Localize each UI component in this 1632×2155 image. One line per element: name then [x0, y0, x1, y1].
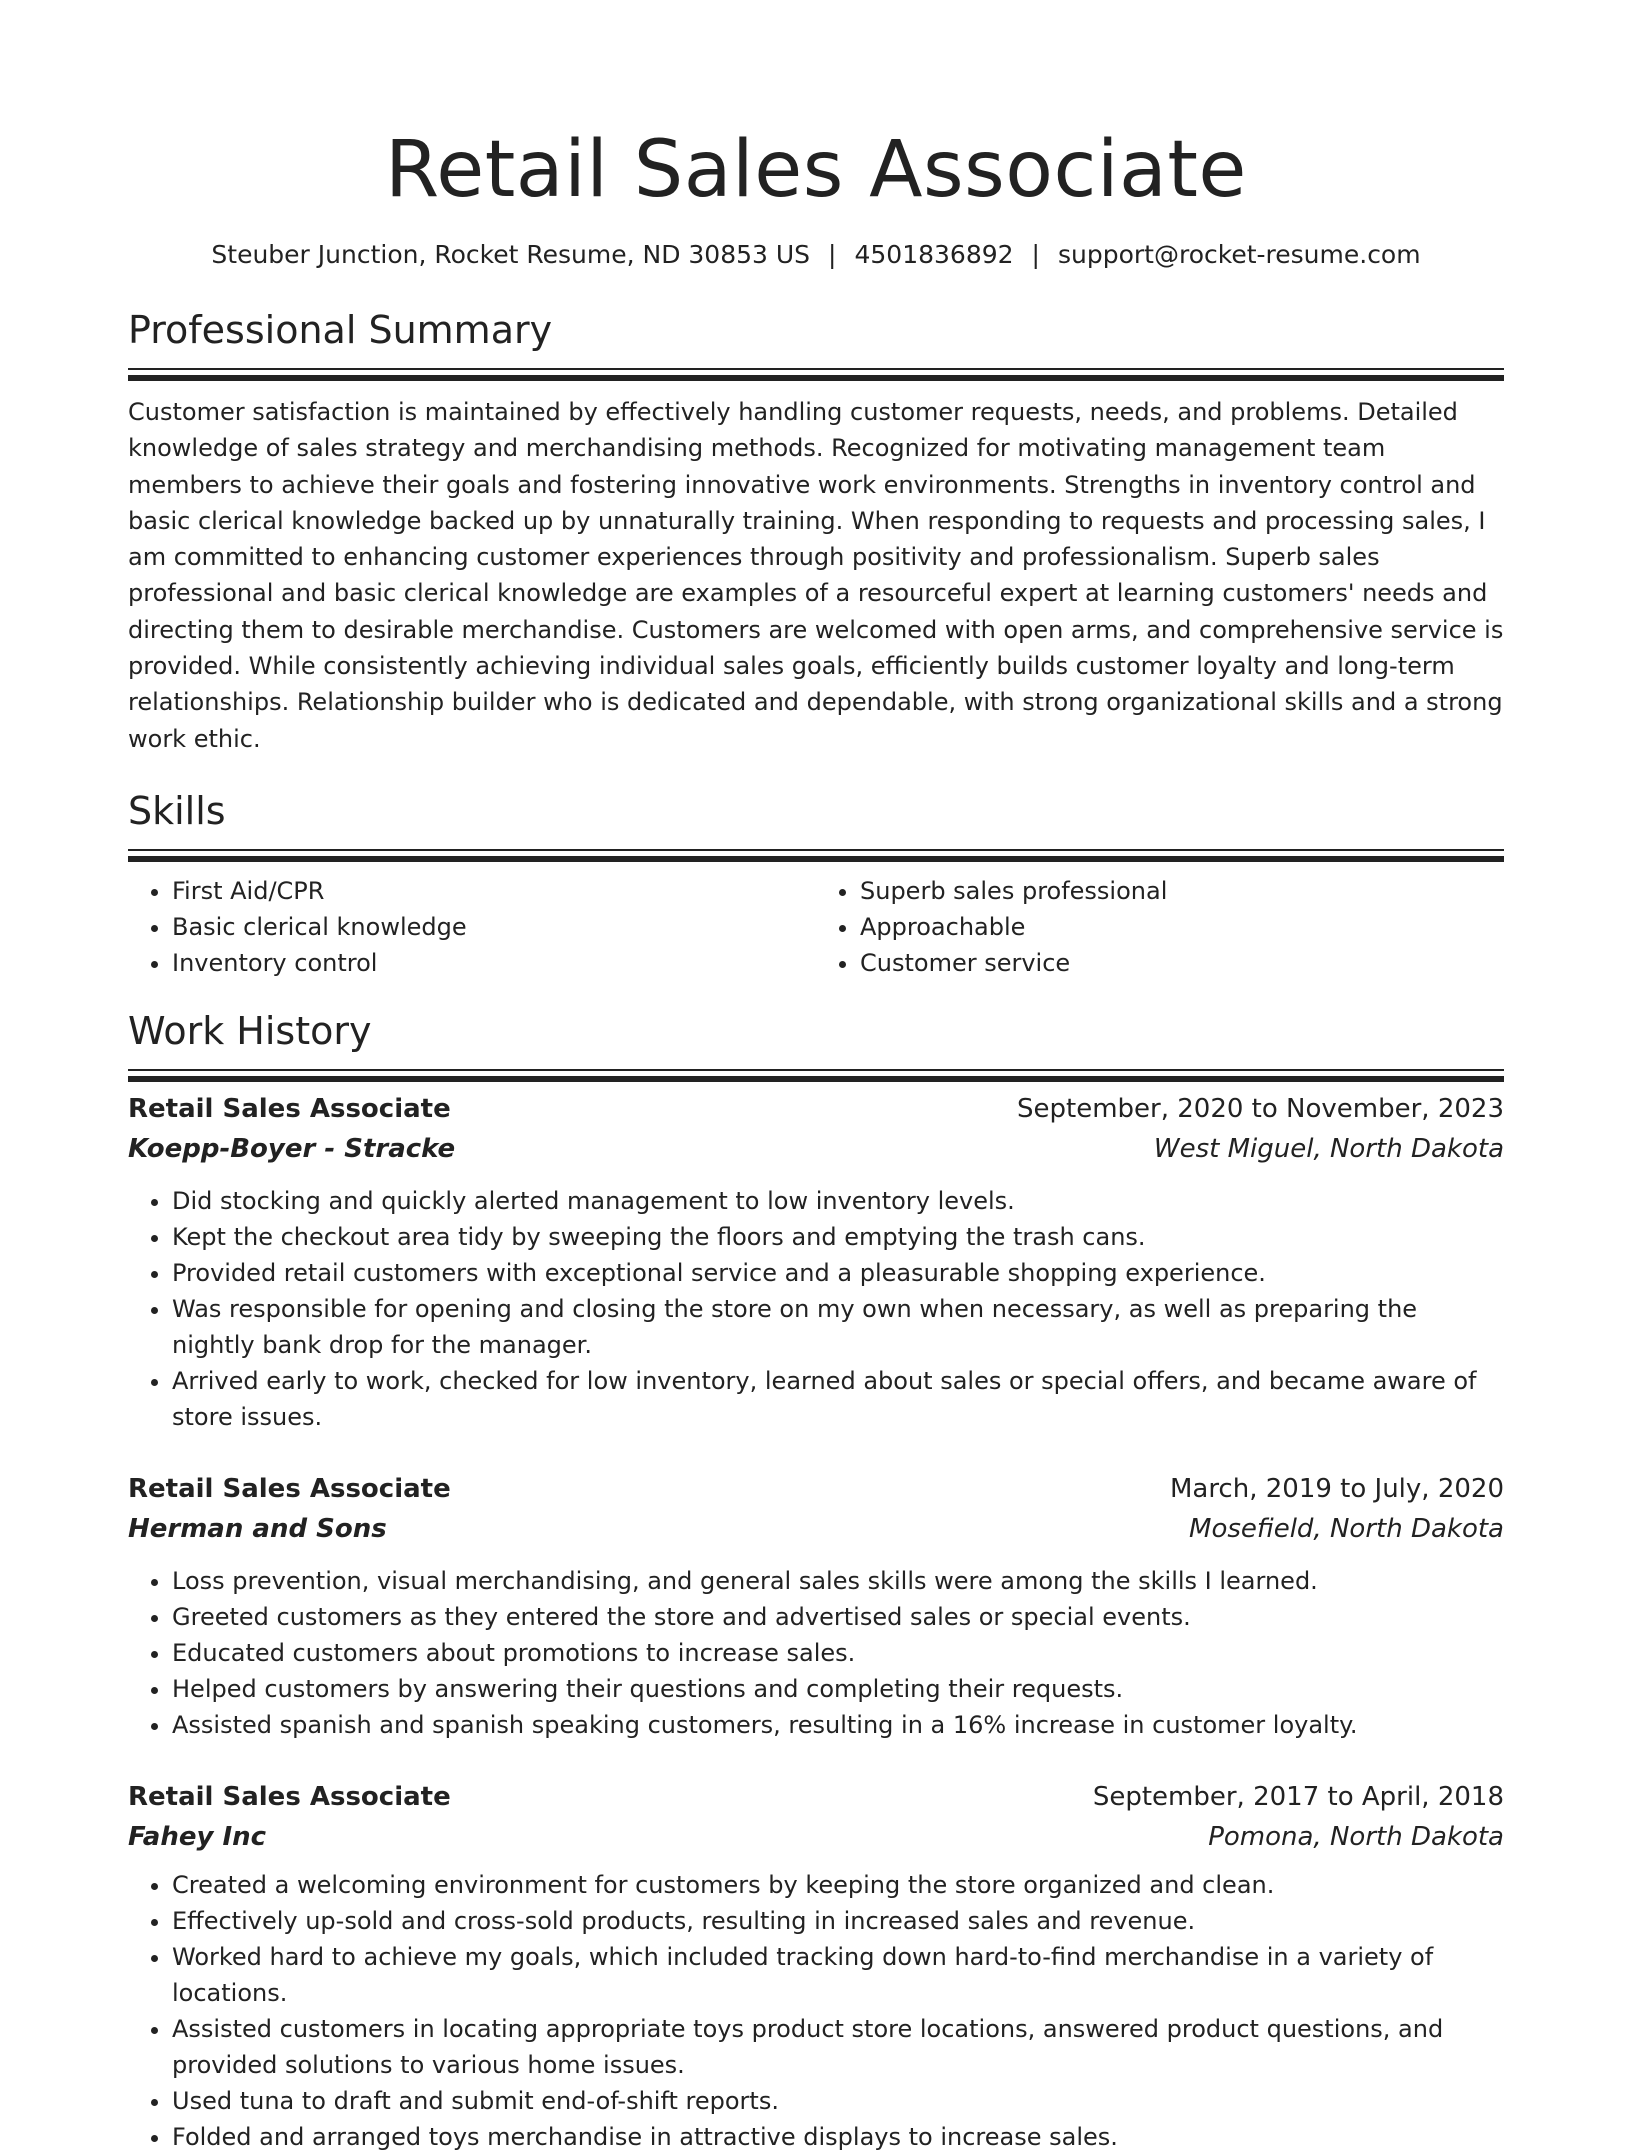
- job-location: Mosefield, North Dakota: [1189, 1513, 1504, 1544]
- job-company-row: [128, 1509, 1504, 1549]
- contact-address: Steuber Junction, Rocket Resume, ND 30853 US: [211, 240, 811, 269]
- job-duties: [128, 1563, 1504, 1743]
- job-duty: • Kept the checkout area tidy by sweeping the floors and emptying the trash cans.: [172, 1219, 1504, 1255]
- job-company-row: [128, 1129, 1504, 1169]
- job-duty: • Effectively up-sold and cross-sold products, resulting in increased sales and revenue.: [172, 1903, 1504, 1939]
- job-dates: September, 2020 to November, 2023: [1017, 1093, 1504, 1124]
- job-duty: • Folded and arranged toys merchandise in attractive displays to increase sales.: [172, 2119, 1504, 2155]
- section-divider: [128, 1069, 1504, 1071]
- summary-section: [128, 306, 1504, 757]
- contact-phone: 4501836892: [854, 240, 1014, 269]
- summary-heading: Professional Summary: [128, 308, 553, 352]
- job-entry: [128, 1469, 1504, 1743]
- job-location: Pomona, North Dakota: [1208, 1821, 1504, 1852]
- job-duty: • Educated customers about promotions to increase sales.: [172, 1635, 1504, 1671]
- job-company-row: [128, 1817, 1504, 1857]
- skill-item: • Basic clerical knowledge: [172, 909, 816, 945]
- job-company: Herman and Sons: [128, 1513, 387, 1544]
- contact-separator: |: [1031, 240, 1040, 269]
- skill-item: • Superb sales professional: [860, 873, 1504, 909]
- job-entry: [128, 1089, 1504, 1435]
- job-header-row: [128, 1089, 1504, 1129]
- job-dates: September, 2017 to April, 2018: [1092, 1781, 1504, 1812]
- summary-text: Customer satisfaction is maintained by effectively handling customer requests, needs, and problems. Detailed knowledge of sales strategy and merchandising methods. Recognized for motivating management team members to achieve their goals and fostering innovative work environments. Strengths in inventory control and basic clerical knowledge backed up by unnaturally training. When responding to requests and processing sales, I am committed to enhancing customer experiences through positivity and professionalism. Superb sales professional and basic clerical knowledge are examples of a resourceful expert at learning customers' needs and directing them to desirable merchandise. Customers are welcomed with open arms, and comprehensive service is provided. While consistently achieving individual sales goals, efficiently builds customer loyalty and long-term relationships. Relationship builder who is dedicated and dependable, with strong organizational skills and a strong work ethic.: [128, 398, 1504, 753]
- job-duty: • Was responsible for opening and closing the store on my own when necessary, as well as preparing the nightly bank drop for the manager.: [172, 1291, 1504, 1363]
- work-history-body: [128, 1089, 1504, 2155]
- skills-column-right: [816, 873, 1504, 981]
- skills-heading: Skills: [128, 788, 226, 833]
- skills-column-left: [128, 873, 816, 981]
- skill-item: • First Aid/CPR: [172, 873, 816, 909]
- skill-item: • Inventory control: [172, 945, 816, 981]
- skill-item: • Customer service: [860, 945, 1504, 981]
- job-duty: • Assisted spanish and spanish speaking customers, resulting in a 16% increase in customer loyalty.: [172, 1707, 1504, 1743]
- resume-name: Retail Sales Associate: [385, 125, 1247, 215]
- job-duty: • Greeted customers as they entered the store and advertised sales or special events.: [172, 1599, 1504, 1635]
- job-duty: • Used tuna to draft and submit end-of-shift reports.: [172, 2083, 1504, 2119]
- job-duty: • Arrived early to work, checked for low inventory, learned about sales or special offers, and became aware of store issues.: [172, 1363, 1504, 1435]
- section-divider: [128, 849, 1504, 851]
- job-duties: [128, 1183, 1504, 1435]
- job-duty: • Provided retail customers with exceptional service and a pleasurable shopping experience.: [172, 1255, 1504, 1291]
- skills-list: [128, 873, 1504, 981]
- job-company: Koepp-Boyer - Stracke: [128, 1133, 456, 1164]
- job-title: Retail Sales Associate: [128, 1473, 451, 1504]
- job-duty: • Created a welcoming environment for customers by keeping the store organized and clean.: [172, 1867, 1504, 1903]
- job-duty: • Helped customers by answering their questions and completing their requests.: [172, 1671, 1504, 1707]
- job-duty: • Did stocking and quickly alerted management to low inventory levels.: [172, 1183, 1504, 1219]
- job-entry: [128, 1777, 1504, 2155]
- work-history-heading: Work History: [128, 1008, 372, 1053]
- job-header-row: [128, 1469, 1504, 1509]
- contact-separator: |: [828, 240, 837, 269]
- job-duty: • Assisted customers in locating appropriate toys product store locations, answered product questions, and provided solutions to various home issues.: [172, 2011, 1504, 2083]
- job-duty: • Worked hard to achieve my goals, which included tracking down hard-to-find merchandise in a variety of locations.: [172, 1939, 1504, 2011]
- job-duty: • Loss prevention, visual merchandising, and general sales skills were among the skills I learned.: [172, 1563, 1504, 1599]
- skills-section: [128, 787, 1504, 981]
- job-company: Fahey Inc: [128, 1821, 267, 1852]
- skill-item: • Approachable: [860, 909, 1504, 945]
- job-location: West Miguel, North Dakota: [1153, 1133, 1504, 1164]
- summary-body: [128, 394, 1504, 757]
- job-title: Retail Sales Associate: [128, 1781, 451, 1812]
- job-dates: March, 2019 to July, 2020: [1169, 1473, 1504, 1504]
- job-title: Retail Sales Associate: [128, 1093, 451, 1124]
- work-history-section: [128, 1007, 1504, 2155]
- section-divider: [128, 368, 1504, 370]
- contact-line: [128, 238, 1504, 272]
- contact-email: support@rocket-resume.com: [1057, 240, 1421, 269]
- job-header-row: [128, 1777, 1504, 1817]
